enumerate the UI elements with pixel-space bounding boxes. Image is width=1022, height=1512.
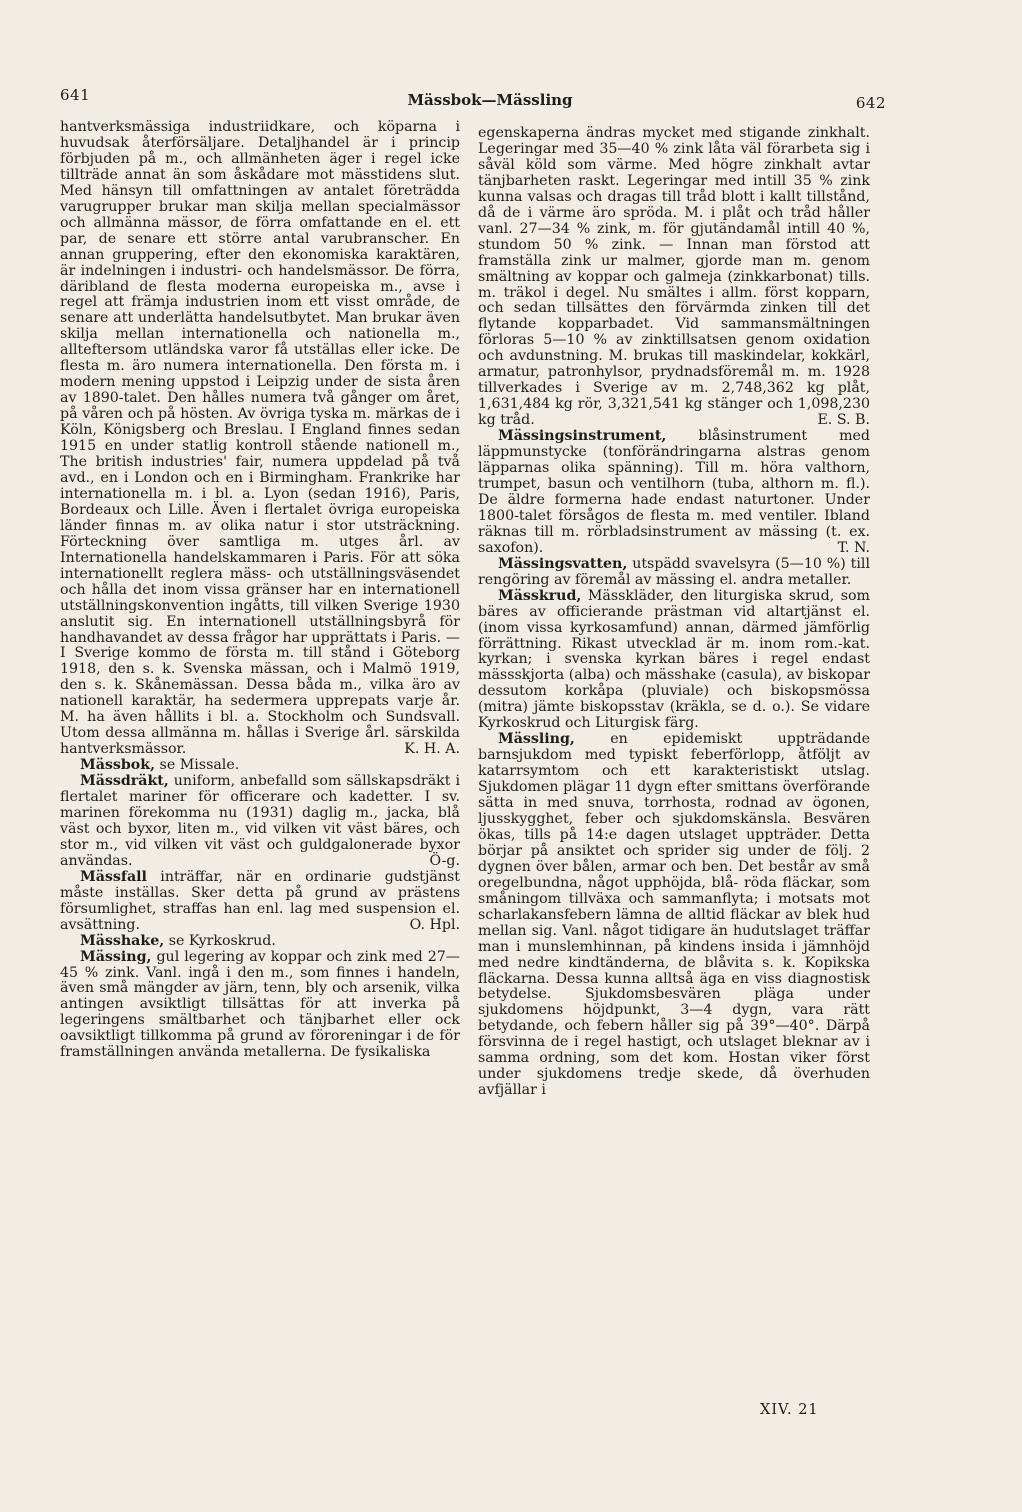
entry-text: inträffar, när en ordinarie gudstjänst måste inställas. Sker detta på grund av prästens försumlighet, straffas han enl. lag med suspension el. avsättning. — [60, 868, 460, 933]
entry-masshake — [60, 934, 460, 950]
entry-headword: Mässling, — [498, 731, 575, 748]
entry-headword: Mässkrud, — [498, 587, 582, 604]
entry-text: en epidemiskt uppträdande barnsjukdom med typiskt feberförlopp, åtföljt av katarrsymtom och ett karakteristiskt utslag. Sjukdomen plägar 11 dygn efter smittans överförande sätta in med snuva, torrhosta, rodnad av ögonen, ljusskygghet, feber och sjukdomskänsla. Besvären ökas, tills på 14:e dagen utslaget uppträder. Detta börjar på ansiktet och sprider sig under de följ. 2 dygnen över bålen, armar och ben. Det består av små oregelbundna, något upphöjda, blå- röda fläckar, som småningom tillväxa och sammanflyta; i motsats mot scharlakansfebern lämna de alltid fläckar av blek hud mellan sig. Vanl. något tidigare än hudutslaget träffar man i munslemhinnan, på kindens insida i jämnhöjd med nedre kindtänderna, de blåvita s. k. Kopikska fläckarna. Dessa kunna alltså äga en viss diagnostisk betydelse. Sjukdomsbesvären pläga under sjukdomens höjdpunkt, 3—4 dygn, vara rätt betydande, och febern håller sig på 39°—40°. Därpå försvinna de i regel hastigt, och utslaget bleknar av i samma ordning, som det kom. Hostan viker först under sjukdomens tredje skede, då överhuden avfjällar i — [478, 731, 870, 1099]
entry-headword: Mässbok, — [80, 757, 156, 774]
entry-headword: Mässingsvatten, — [498, 555, 628, 572]
entry-text: gul legering av koppar och zink med 27—45 % zink. Vanl. ingå i den m., som finnes i handeln, även små mängder av järn, tenn, bly och arsenik, vilka antingen avsiktligt tillsättas för att inverka på legeringens smältbarhet och tänjbarhet eller ock oavsiktligt tillkomma på grund av föroreningar i de för framställningen använda metallerna. De fysikaliska — [60, 948, 460, 1061]
left-column — [60, 120, 460, 1061]
entry-headword: Mässhake, — [80, 932, 165, 949]
entry-text: se Kyrkoskrud. — [164, 932, 276, 949]
entry-massingsvatten — [478, 557, 870, 589]
entry-text: se Missale. — [155, 757, 240, 774]
entry-massling — [478, 732, 870, 1099]
entry-headword: Mässfall — [80, 868, 147, 885]
running-head: Mässbok—Mässling — [407, 91, 573, 109]
paragraph-text: egenskaperna ändras mycket med stigande zinkhalt. Legeringar med 35—40 % zink låta väl förarbeta sig i såväl köld som värme. Med högre zinkhalt avtar tänjbarheten raskt. Legeringar med intill 35 % zink kunna valsas och dragas till tråd blott i kallt tillstånd, då de i värme äro spröda. M. i plåt och tråd håller vanl. 27—34 % zink, m. för gjutändamål intill 40 %, stundom 50 % zink. — Innan man förstod att framställa zink ur malmer, gjorde man m. genom smältning av koppar och galmeja (zinkkarbonat) tills. m. träkol i degel. Nu smältes i allm. först kopparn, och sedan tillsättes den förvärmda zinken till det flytande kopparbadet. Vid sammansmältningen förloras 5—10 % av zinktillsatsen genom oxidation och avdunstning. M. brukas till maskindelar, kokkärl, armatur, patronhylsor, prydnadsföremål m. m. 1928 tillverkades i Sverige av m. 2,748,362 kg plåt, 1,631,484 kg rör, 3,321,541 kg stänger och 1,098,230 kg tråd. — [478, 125, 870, 429]
paragraph-massor-continued — [60, 120, 460, 758]
entry-massbok — [60, 758, 460, 774]
entry-massdrakt — [60, 774, 460, 870]
entry-text: uniform, anbefalld som sällskapsdräkt i flertalet mariner för officerare och kadetter. I sv. marinen förekomma nu (1931) daglig m., jacka, blå väst och byxor, liten m., vid vilken vit väst bäres, och stor m., vid vilken vit väst och guldgalonerade byxor användas. — [60, 773, 460, 869]
entry-massing — [60, 950, 460, 1062]
sheet-signature: XIV. 21 — [760, 1402, 819, 1418]
author-signature: T. N. — [837, 539, 870, 556]
paragraph-text: hantverksmässiga industriidkare, och köparna i huvudsak återförsäljare. Detaljhandel är i princip förbjuden på m., och allmänheten äger i regel icke tillträde annat än som åskådare mot mässtidens slut. Med hänsyn till omfattningen av antalet företrädda varugrupper brukar man skilja mellan specialmässor och allmänna mässor, de förra omfattande en el. ett par, de senare ett större antal varubranscher. En annan gruppering, efter den ekonomiska karaktären, är indelningen i industri- och handelsmässor. De förra, däribland de flesta moderna europeiska m., avse i regel att främja industrien inom ett visst område, de senare att underlätta handelsutbytet. Man brukar även skilja mellan internationella och nationella m., allteftersom utländska varor få utställas eller icke. De flesta m. äro numera internationella. Den första m. i modern mening uppstod i Leipzig under de sista åren av 1890-talet. Den hålles numera två gånger om året, på våren och på hösten. Av övriga tyska m. märkas de i Köln, Königsberg och Breslau. I England finnes sedan 1915 en under statlig kontroll stående nationell m., The british industries' fair, numera uppdelad på två avd., en i London och en i Birmingham. Frankrike har internationella m. i bl. a. Lyon (sedan 1916), Paris, Bordeaux och Lille. Även i flertalet övriga europeiska länder finnas m. av olika natur i stor utsträckning. Förteckning över samtliga m. utges årl. av Internationella handelskammaren i Paris. För att söka internationellt reglera mäss- och utställningsväsendet och hålla det inom vissa gränser har en internationell utställningskonvention ingåtts, till vilken Sverige 1930 anslutit sig. En internationell utställningsbyrå för handhavandet av dessa frågor har upprättats i Paris. — I Sverige kommo de första m. till stånd i Göteborg 1918, den s. k. Svenska mässan, och i Malmö 1919, den s. k. Skånemässan. Dessa båda m., vilka äro av nationell karaktär, ha sedermera upprepats varje år. M. ha även hållits i bl. a. Stockholm och Sundsvall. Utom dessa allmänna m. hållas i Sverige årl. särskilda hantverksmässor. — [60, 119, 460, 758]
page-number-left: 641 — [60, 86, 91, 104]
entry-headword: Mässingsinstrument, — [498, 428, 667, 445]
right-column — [478, 126, 870, 1099]
entry-text: Mässkläder, den liturgiska skrud, som bäres av officierande prästman vid altartjänst el. (inom vissa kyrkosamfund) annan, därmed jämförlig förrättning. Rikast utvecklad är m. inom rom.-kat. kyrkan; i svenska kyrkan bäres i regel endast mässskjorta (alba) och mässhake (casula), av biskopar dessutom korkåpa (pluviale) och biskopsmössa (mitra) jämte biskopsstav (kräkla, se d. o.). Se vidare Kyrkoskrud och Liturgisk färg. — [478, 587, 870, 732]
entry-massingsinstrument — [478, 429, 870, 557]
author-signature: Ö-g. — [429, 852, 460, 869]
author-signature: E. S. B. — [817, 412, 870, 429]
entry-headword: Mässdräkt, — [80, 773, 169, 790]
paragraph-massing-continued — [478, 126, 870, 429]
entry-massfall — [60, 870, 460, 934]
entry-masskrud — [478, 589, 870, 733]
author-signature: O. Hpl. — [409, 916, 460, 933]
entry-headword: Mässing, — [80, 948, 152, 965]
entry-text: utspädd svavelsyra (5—10 %) till rengöring av föremål av mässing el. andra metaller. — [478, 555, 870, 588]
page-number-right: 642 — [855, 94, 886, 112]
author-signature: K. H. A. — [404, 741, 460, 758]
entry-text: blåsinstrument med läppmunstycke (tonförändringarna alstras genom läpparnas olika spänning). Till m. höra valthorn, trumpet, basun och ventilhorn (tuba, althorn m. fl.). De äldre formerna hade endast naturtoner. Under 1800-talet försågos de flesta m. med ventiler. Ibland räknas till m. rörbladsinstrument av mässing (t. ex. saxofon). — [478, 428, 870, 556]
